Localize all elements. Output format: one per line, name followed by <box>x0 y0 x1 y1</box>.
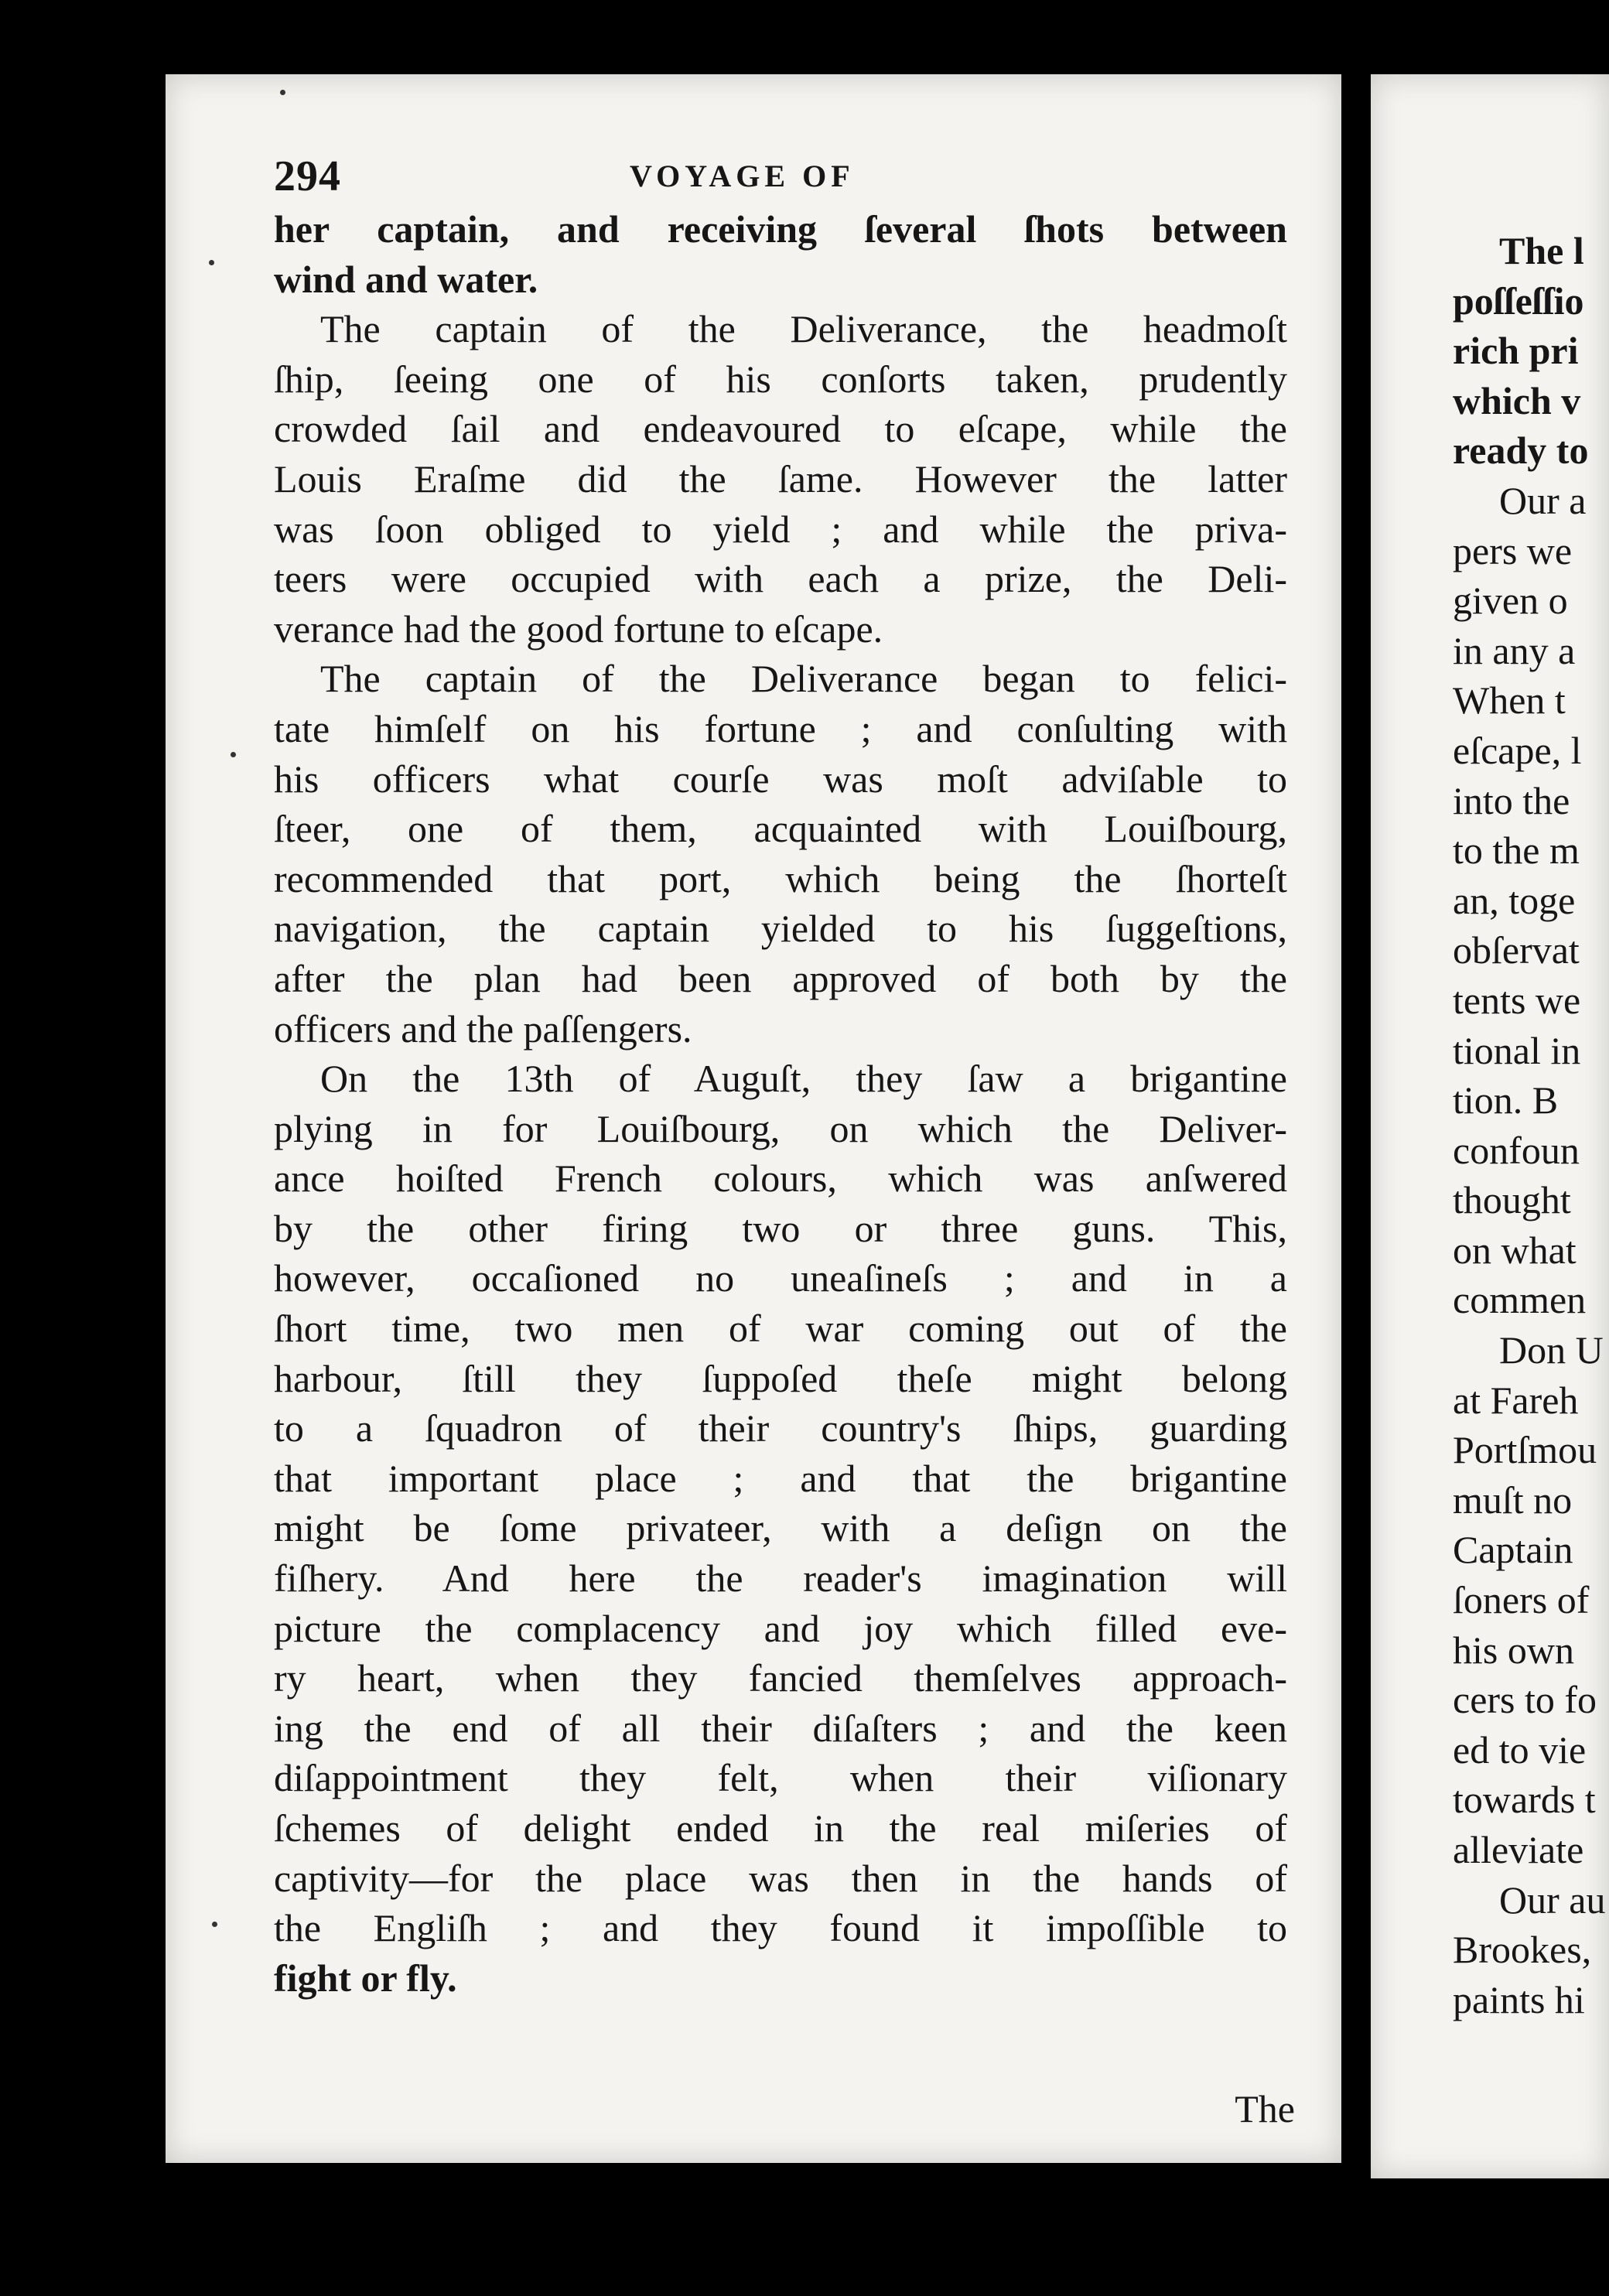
text-line: Don U <box>1499 1328 1604 1372</box>
text-line: The captain of the Deliverance began to felici- <box>320 657 1287 701</box>
paper-speck <box>209 260 214 265</box>
text-line: fiſhery. And here the reader's imagination will <box>274 1556 1287 1601</box>
text-line: her captain, and receiving ſeveral ſhots between <box>274 207 1287 251</box>
text-line: the Engliſh ; and they found it impoſſible to <box>274 1906 1287 1950</box>
text-line: tate himſelf on his fortune ; and conſulting with <box>274 706 1287 750</box>
text-line: Brookes, <box>1453 1928 1592 1972</box>
text-line: When t <box>1453 678 1566 723</box>
text-line: given o <box>1453 579 1568 623</box>
text-line: harbour, ſtill they ſuppoſed theſe might belong <box>274 1356 1287 1400</box>
right-page-text <box>1453 226 1609 2024</box>
right-page <box>1371 74 1609 2178</box>
running-head: VOYAGE OF <box>630 159 855 193</box>
text-line: eſcape, l <box>1453 728 1582 772</box>
text-line: On the 13th of Auguſt, they ſaw a brigantine <box>320 1057 1287 1101</box>
text-line: in any a <box>1453 628 1576 672</box>
text-line: captivity—for the place was then in the hands of <box>274 1856 1287 1900</box>
text-line: diſappointment they felt, when their viſionary <box>274 1756 1287 1800</box>
text-line: into the <box>1453 778 1570 822</box>
paper-speck <box>280 90 285 95</box>
text-line: to the m <box>1453 829 1580 873</box>
text-line: officers and the paſſengers. <box>274 1006 692 1051</box>
text-line: ing the end of all their diſaſters ; and the keen <box>274 1706 1287 1750</box>
text-line: tional in <box>1453 1028 1581 1072</box>
text-line: crowded ſail and endeavoured to eſcape, while the <box>274 407 1287 451</box>
text-line: to a ſquadron of their country's ſhips, guarding <box>274 1406 1287 1450</box>
text-line: on what <box>1453 1228 1577 1272</box>
paper-speck <box>212 1922 217 1927</box>
text-line: his own <box>1453 1628 1574 1672</box>
text-line: by the other firing two or three guns. This, <box>274 1206 1287 1250</box>
text-line: Captain <box>1453 1528 1573 1572</box>
text-line: fight or fly. <box>274 1956 457 2000</box>
text-line: his officers what courſe was moſt adviſable to <box>274 757 1287 801</box>
text-line: that important place ; and that the brigantine <box>274 1456 1287 1500</box>
text-line: after the plan had been approved of both by the <box>274 956 1287 1000</box>
text-line: was ſoon obliged to yield ; and while the priva- <box>274 507 1287 551</box>
text-line: wind and water. <box>274 257 538 301</box>
text-line: verance had the good fortune to eſcape. <box>274 606 883 651</box>
text-line: muſt no <box>1453 1478 1573 1522</box>
text-line: ſhip, ſeeing one of his conſorts taken, prudently <box>274 357 1287 401</box>
text-line: Our a <box>1499 478 1587 522</box>
text-line: paints hi <box>1453 1977 1585 2021</box>
text-line: ſteer, one of them, acquainted with Louiſbourg, <box>274 807 1287 851</box>
page-number: 294 <box>274 152 341 200</box>
text-line: tents we <box>1453 978 1581 1022</box>
text-line: rich pri <box>1453 329 1579 373</box>
page-header <box>274 152 1295 206</box>
text-line: picture the complacency and joy which filled eve- <box>274 1606 1287 1650</box>
text-line: at Fareh <box>1453 1378 1579 1422</box>
text-line: The l <box>1499 229 1584 272</box>
text-line: The captain of the Deliverance, the headmoſt <box>320 307 1287 351</box>
catchword: The <box>1235 2087 1295 2130</box>
text-line: tion. B <box>1453 1078 1559 1122</box>
text-line: confoun <box>1453 1128 1580 1172</box>
left-page <box>166 74 1341 2163</box>
text-line: ed to vie <box>1453 1727 1587 1772</box>
text-line: ready to <box>1453 429 1589 473</box>
text-line: Our au <box>1499 1877 1606 1922</box>
text-line: pers we <box>1453 528 1573 572</box>
body-text <box>274 204 1287 2003</box>
text-line: poſſeſſio <box>1453 278 1584 323</box>
text-line: obſervat <box>1453 928 1580 972</box>
text-line: ſoners of <box>1453 1578 1590 1622</box>
text-line: plying in for Louiſbourg, on which the Deliver- <box>274 1106 1287 1150</box>
text-line: recommended that port, which being the ſhorteſt <box>274 856 1287 900</box>
text-line: teers were occupied with each a prize, the Deli- <box>274 557 1287 601</box>
text-line: ſchemes of delight ended in the real miſeries of <box>274 1806 1287 1850</box>
text-line: Portſmou <box>1453 1428 1597 1472</box>
text-line: cers to fo <box>1453 1678 1597 1722</box>
text-line: ance hoiſted French colours, which was anſwered <box>274 1157 1287 1201</box>
text-line: thought <box>1453 1178 1571 1222</box>
text-line: commen <box>1453 1278 1587 1322</box>
text-line: ry heart, when they fancied themſelves approach- <box>274 1656 1287 1700</box>
text-line: an, toge <box>1453 878 1576 922</box>
text-line: Louis Eraſme did the ſame. However the latter <box>274 456 1287 501</box>
text-line: which v <box>1453 378 1581 422</box>
text-line: towards t <box>1453 1778 1596 1822</box>
paper-speck <box>231 752 236 757</box>
text-line: however, occaſioned no uneaſineſs ; and in a <box>274 1256 1287 1300</box>
text-line: alleviate <box>1453 1828 1584 1871</box>
text-line: navigation, the captain yielded to his ſuggeſtions, <box>274 907 1287 951</box>
text-line: might be ſome privateer, with a deſign on the <box>274 1506 1287 1550</box>
text-line: ſhort time, two men of war coming out of the <box>274 1307 1287 1351</box>
